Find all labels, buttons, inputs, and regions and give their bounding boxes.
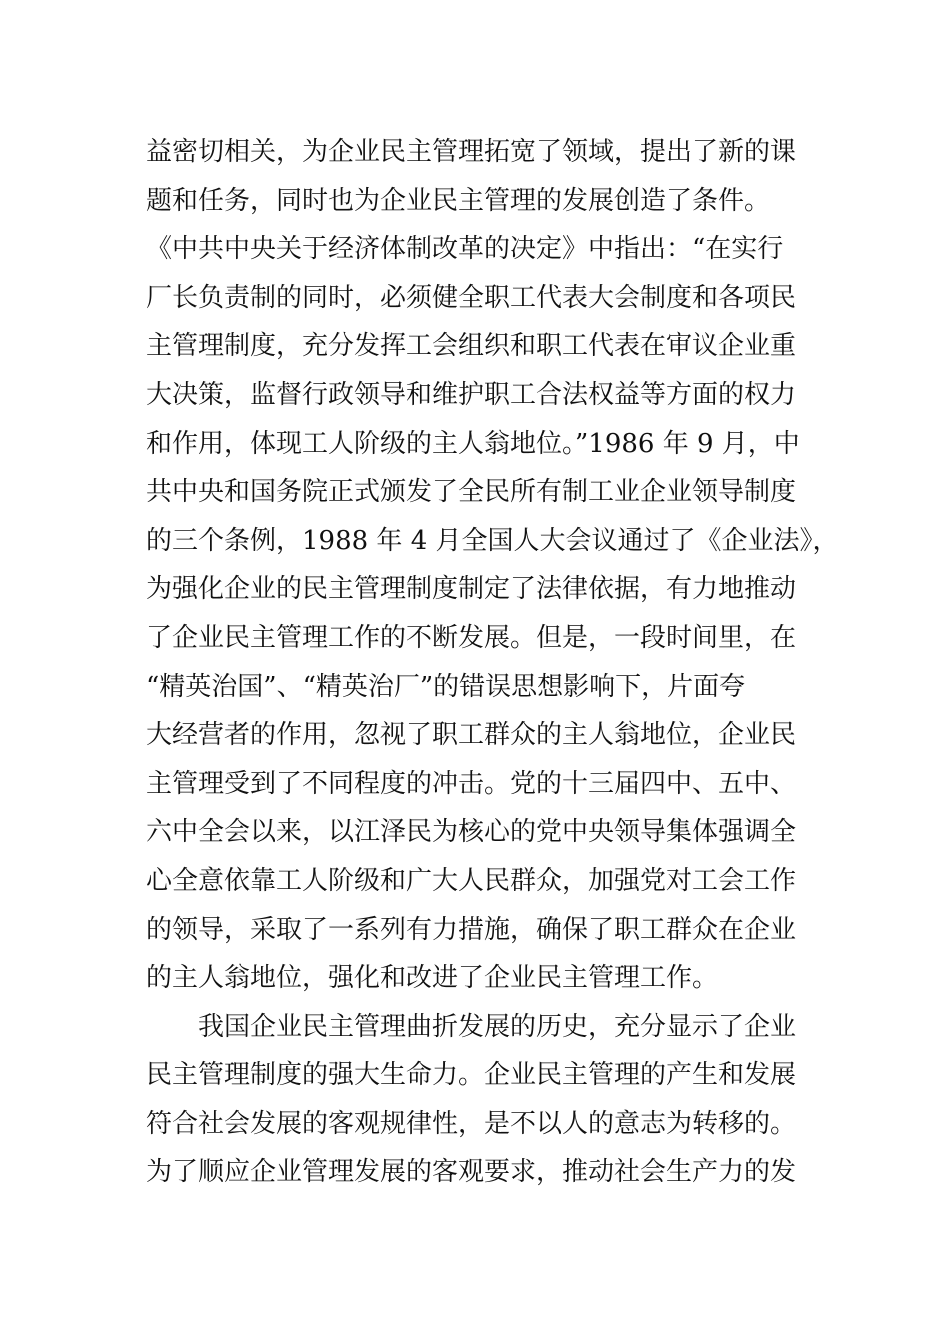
text-line: 题和任务，同时也为企业民主管理的发展创造了条件。 <box>146 185 771 216</box>
text-line: 大决策，监督行政领导和维护职工合法权益等方面的权力 <box>146 379 797 410</box>
text-line: 共中央和国务院正式颁发了全民所有制工业企业领导制度 <box>146 477 797 508</box>
text-line: 的主人翁地位，强化和改进了企业民主管理工作。 <box>146 963 719 994</box>
text-line: 为强化企业的民主管理制度制定了法律依据，有力地推动 <box>146 574 797 605</box>
text-line: 符合社会发展的客观规律性，是不以人的意志为转移的。 <box>146 1108 797 1139</box>
text-line: 我国企业民主管理曲折发展的历史，充分显示了企业 <box>198 1011 797 1042</box>
body-text <box>146 128 839 1197</box>
text-line: 《中共中央关于经济体制改革的决定》中指出：“在实行 <box>146 234 784 265</box>
text-line: 为了顺应企业管理发展的客观要求，推动社会生产力的发 <box>146 1157 797 1188</box>
text-line: 主管理制度，充分发挥工会组织和职工代表在审议企业重 <box>146 331 797 362</box>
text-line: 的三个条例，1988 年 4 月全国人大会议通过了《企业法》， <box>146 525 839 556</box>
text-line: 和作用，体现工人阶级的主人翁地位。”1986 年 9 月，中 <box>146 428 800 459</box>
text-line: 心全意依靠工人阶级和广大人民群众，加强党对工会工作 <box>146 865 797 896</box>
text-line: 民主管理制度的强大生命力。企业民主管理的产生和发展 <box>146 1060 797 1091</box>
text-line: 了企业民主管理工作的不断发展。但是，一段时间里，在 <box>146 622 797 653</box>
text-line: 主管理受到了不同程度的冲击。党的十三届四中、五中、 <box>146 768 797 799</box>
text-line: 大经营者的作用，忽视了职工群众的主人翁地位，企业民 <box>146 720 797 751</box>
text-line: 的领导，采取了一系列有力措施，确保了职工群众在企业 <box>146 914 797 945</box>
text-line: “精英治国”、“精英治厂”的错误思想影响下，片面夸 <box>146 671 746 702</box>
paragraph-2 <box>146 1003 816 1197</box>
text-line: 六中全会以来，以江泽民为核心的党中央领导集体强调全 <box>146 817 797 848</box>
text-line: 益密切相关，为企业民主管理拓宽了领域，提出了新的课 <box>146 137 797 167</box>
text-line: 厂长负责制的同时，必须健全职工代表大会制度和各项民 <box>146 282 797 313</box>
paragraph-1 <box>146 128 839 1003</box>
